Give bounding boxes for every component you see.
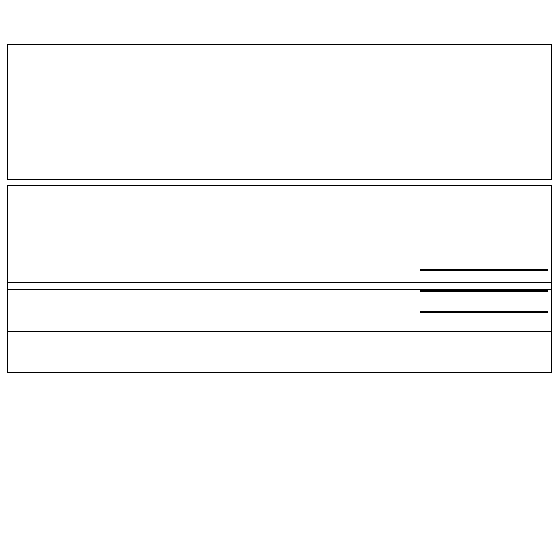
assumptions-box (7, 44, 552, 180)
plan-box (7, 289, 552, 373)
